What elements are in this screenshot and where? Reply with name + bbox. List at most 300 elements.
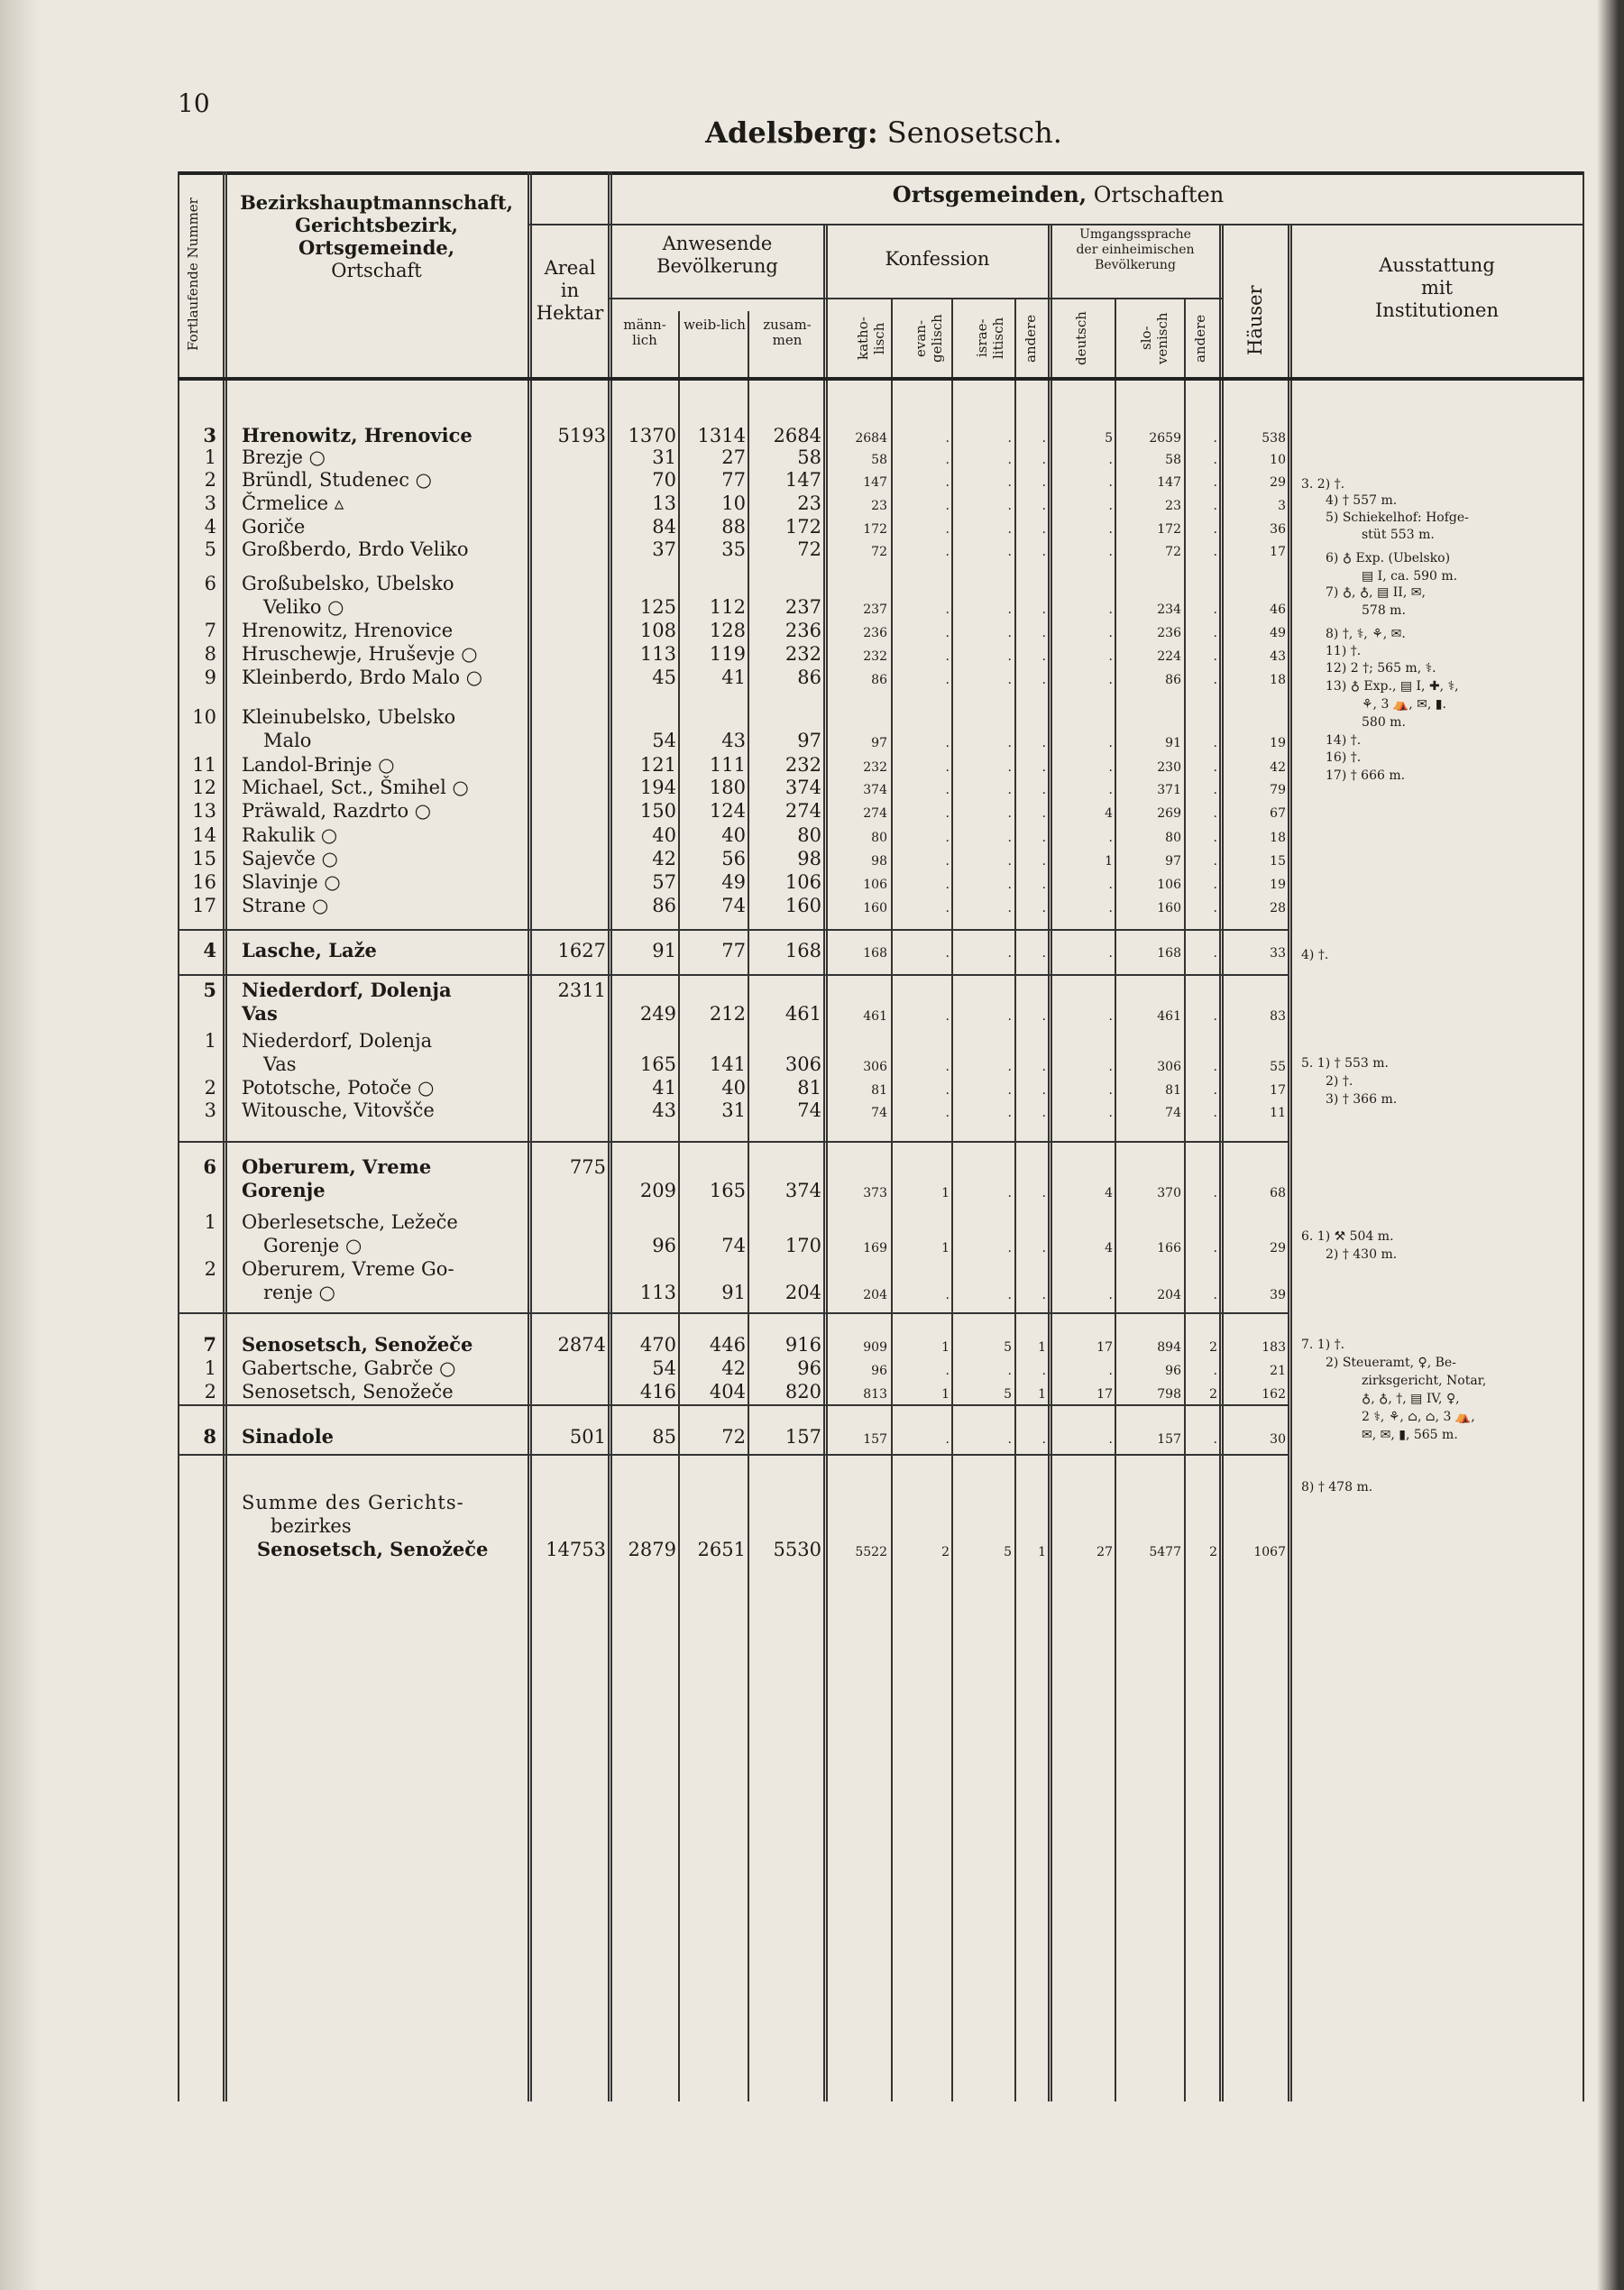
col-israelitisch: israe-litisch [974,317,1006,360]
cell-and: . [1041,1083,1046,1098]
cell-isr: . [1007,760,1012,775]
cell-slo: 86 [1165,673,1181,687]
cell-ev: 1 [941,1241,950,1255]
cell-z: 232 [784,754,821,776]
cell-kath: 306 [863,1060,887,1074]
cell-sand: . [1213,783,1217,797]
cell-area: 2311 [557,979,606,1001]
summe-kath: 5522 [855,1545,887,1559]
cell-h: 18 [1270,831,1286,845]
cell-kath: 232 [863,760,887,775]
cell-ev: . [945,946,950,961]
cell-m: 91 [652,940,676,961]
row-name: Slavinje ○ [242,871,341,893]
cell-h: 39 [1270,1288,1286,1302]
cell-m: 45 [652,667,676,688]
cell-w: 40 [721,1077,746,1099]
cell-isr: . [1007,1009,1012,1024]
cell-slo: 204 [1157,1288,1181,1302]
summe-h: 1067 [1253,1545,1286,1559]
cell-slo: 96 [1165,1364,1181,1378]
cell-z: 306 [784,1053,821,1075]
cell-ev: . [945,760,950,775]
cell-sand: . [1213,522,1217,537]
cell-sand: . [1213,1364,1217,1378]
group-divider [178,974,1288,976]
summe-and: 1 [1038,1545,1046,1559]
row-name: Hruschewje, Hruševje ○ [242,643,478,665]
cell-deu: . [1108,1060,1113,1074]
col-rownum: Fortlaufende Nummer [185,198,201,351]
cell-ev: . [945,878,950,892]
cell-kath: 172 [863,522,887,537]
col-admin: Bezirkshauptmannschaft, Gerichtsbezirk, Ortsgemeinde, Ortschaft [240,191,513,281]
cell-sand: . [1213,854,1217,869]
page-number: 10 [178,88,210,118]
summe-ev: 2 [941,1545,950,1559]
cell-area: 5193 [557,425,606,446]
row-name: Großubelsko, Ubelsko [242,573,454,594]
cell-slo: 160 [1157,901,1181,915]
summe-deu: 27 [1096,1545,1113,1559]
cell-slo: 168 [1157,946,1181,961]
cell-h: 67 [1270,806,1286,821]
cell-w: 41 [721,667,746,688]
cell-z: 147 [784,469,821,491]
group-divider [178,1141,1288,1143]
row-name: Pototsche, Potoče ○ [242,1077,435,1099]
rule [223,171,227,2101]
cell-and: . [1041,1364,1046,1378]
page-edge-left [0,0,40,2290]
cell-ev: . [945,806,950,821]
cell-ev: . [945,431,950,446]
col-ortsgemeinden: Ortsgemeinden, Ortschaften [892,181,1225,207]
cell-slo: 72 [1165,545,1181,559]
row-name-cont: renje ○ [263,1282,335,1303]
cell-deu: . [1108,1288,1113,1302]
cell-kath: 374 [863,783,887,797]
summe-line1: Summe des Gerichts- [242,1492,464,1513]
rule [528,224,1583,225]
cell-m: 54 [652,730,676,751]
note-line: 6) ♁ Exp. (Ubelsko) [1326,551,1451,566]
cell-and: . [1041,736,1046,750]
rule [1115,298,1116,2101]
row-number: 7 [204,620,216,641]
cell-kath: 274 [863,806,887,821]
cell-z: 106 [784,871,821,893]
note-line: ♁, ♁, †, ▤ IV, ♀, [1362,1392,1460,1406]
cell-kath: 147 [863,475,887,490]
cell-sand: . [1213,649,1217,664]
cell-h: 42 [1270,760,1286,775]
cell-deu: . [1108,901,1113,915]
note-line: 7. 1) †. [1301,1338,1345,1352]
cell-sand: . [1213,545,1217,559]
cell-and: . [1041,626,1046,640]
cell-isr: . [1007,783,1012,797]
summe-w: 2651 [697,1539,746,1560]
note-line: 3) † 366 m. [1326,1092,1398,1107]
cell-deu: . [1108,1432,1113,1447]
cell-z: 72 [797,538,821,560]
cell-z: 97 [797,730,821,751]
cell-deu: . [1108,783,1113,797]
cell-ev: . [945,673,950,687]
note-line: 12) 2 †; 565 m, ⚕. [1326,661,1436,676]
cell-slo: 798 [1157,1387,1181,1402]
cell-ev: . [945,783,950,797]
col-weiblich: weib-lich [684,317,746,333]
row-number: 5 [204,538,216,560]
cell-and: . [1041,1241,1046,1255]
cell-w: 404 [709,1381,746,1403]
row-name: Kleinberdo, Brdo Malo ○ [242,667,483,688]
cell-isr: . [1007,522,1012,537]
cell-h: 79 [1270,783,1286,797]
row-name-cont: Malo [263,730,312,751]
cell-w: 56 [721,848,746,869]
row-number: 3 [204,492,216,514]
cell-kath: 106 [863,878,887,892]
cell-and: . [1041,901,1046,915]
col-umgangssprache: Umgangssprache der einheimischen Bevölkerung [1076,227,1195,272]
cell-z: 172 [784,516,821,538]
cell-z: 916 [784,1334,821,1356]
row-name: Oberurem, Vreme [242,1155,432,1178]
cell-isr: . [1007,854,1012,869]
cell-isr: . [1007,1432,1012,1447]
row-name: Kleinubelsko, Ubelsko [242,706,456,728]
row-number: 8 [203,1425,216,1448]
cell-kath: 98 [871,854,887,869]
cell-w: 128 [709,620,746,641]
cell-sand: . [1213,901,1217,915]
cell-and: . [1041,783,1046,797]
note-line: 2 ⚕, ⚘, ⌂, ⌂, 3 ⛺, [1362,1410,1475,1424]
cell-and: . [1041,831,1046,845]
col-konfession: Konfession [885,248,990,270]
cell-and: . [1041,806,1046,821]
rule [951,298,953,2101]
cell-deu: . [1108,1009,1113,1024]
cell-w: 77 [721,940,746,961]
cell-slo: 23 [1165,499,1181,513]
row-name: Sinadole [242,1425,335,1448]
rule [528,171,532,2101]
cell-slo: 106 [1157,878,1181,892]
rule [748,311,749,2101]
cell-ev: . [945,453,950,467]
summe-isr: 5 [1004,1545,1012,1559]
cell-ev: . [945,1364,950,1378]
cell-z: 96 [797,1357,821,1379]
cell-z: 80 [797,824,821,846]
cell-sand: . [1213,1083,1217,1098]
row-name-cont: Veliko ○ [263,596,344,618]
cell-ev: . [945,522,950,537]
cell-and: . [1041,602,1046,617]
cell-kath: 204 [863,1288,887,1302]
cell-deu: 4 [1105,1241,1113,1255]
cell-slo: 166 [1157,1241,1181,1255]
note-line: stüt 553 m. [1362,528,1435,542]
cell-sand: . [1213,806,1217,821]
cell-m: 194 [639,777,676,798]
cell-w: 43 [721,730,746,751]
col-deutsch: deutsch [1073,311,1089,365]
cell-isr: . [1007,499,1012,513]
row-number: 16 [192,871,216,893]
cell-deu: . [1108,1083,1113,1098]
row-number: 7 [203,1333,216,1356]
row-name: Sajevče ○ [242,848,338,869]
note-line: zirksgericht, Notar, [1362,1374,1487,1388]
cell-sand: . [1213,1060,1217,1074]
cell-slo: 2659 [1149,431,1181,446]
cell-m: 70 [652,469,676,491]
row-name-cont: Gorenje ○ [263,1235,362,1256]
group-divider [178,1404,1288,1406]
cell-deu: . [1108,760,1113,775]
cell-area: 1627 [557,940,606,961]
cell-kath: 160 [863,901,887,915]
cell-w: 27 [721,446,746,468]
row-name: Lasche, Laže [242,939,377,961]
cell-m: 416 [639,1381,676,1403]
cell-kath: 72 [871,545,887,559]
cell-and: . [1041,475,1046,490]
cell-deu: . [1108,649,1113,664]
cell-isr: . [1007,736,1012,750]
row-number: 8 [204,643,216,665]
cell-and: . [1041,453,1046,467]
cell-z: 820 [784,1381,821,1403]
cell-sand: . [1213,453,1217,467]
rule [608,298,1222,299]
cell-slo: 236 [1157,626,1181,640]
cell-m: 165 [639,1053,676,1075]
cell-deu: . [1108,545,1113,559]
row-name: Bründl, Studenec ○ [242,469,432,491]
cell-sand: . [1213,431,1217,446]
note-line: 2) Steueramt, ♀, Be- [1326,1356,1456,1370]
col-sprache-andere: andere [1192,314,1208,363]
cell-ev: . [945,1083,950,1098]
note-line: 6. 1) ⚒ 504 m. [1301,1229,1394,1244]
col-zusammen: zusam-men [763,317,812,348]
cell-isr: . [1007,1186,1012,1200]
cell-sand: 2 [1209,1387,1217,1402]
cell-ev: . [945,649,950,664]
row-name-cont: Vas [242,1002,278,1025]
cell-h: 162 [1262,1387,1286,1402]
cell-m: 1370 [628,425,676,446]
cell-m: 13 [652,492,676,514]
cell-sand: . [1213,1432,1217,1447]
cell-ev: . [945,545,950,559]
note-line: 16) †. [1326,750,1362,765]
cell-slo: 230 [1157,760,1181,775]
col-andere: andere [1023,314,1039,363]
cell-z: 2684 [773,425,821,446]
cell-sand: . [1213,673,1217,687]
rule [891,298,893,2101]
cell-h: 55 [1270,1060,1286,1074]
row-number: 11 [192,754,216,776]
cell-and: 1 [1038,1340,1046,1355]
cell-h: 18 [1270,673,1286,687]
cell-w: 111 [709,754,746,776]
note-line: 7) ♁, ♁, ▤ II, ✉, [1326,585,1426,600]
row-name: Črmelice ▵ [242,492,344,514]
cell-slo: 894 [1157,1340,1181,1355]
note-line: 17) † 666 m. [1326,768,1406,783]
cell-deu: . [1108,1364,1113,1378]
cell-m: 470 [639,1334,676,1356]
summe-sand: 2 [1209,1545,1217,1559]
cell-w: 141 [709,1053,746,1075]
cell-and: . [1041,499,1046,513]
cell-ev: . [945,626,950,640]
row-number: 1 [204,1030,216,1052]
rule [178,171,179,2101]
note-line: 4) † 557 m. [1326,493,1398,508]
cell-z: 374 [784,777,821,798]
cell-deu: 17 [1096,1387,1113,1402]
col-evangelisch: evan-gelisch [913,314,945,363]
cell-ev: . [945,499,950,513]
cell-w: 119 [709,643,746,665]
cell-h: 43 [1270,649,1286,664]
cell-deu: . [1108,626,1113,640]
cell-kath: 157 [863,1432,887,1447]
cell-kath: 74 [871,1106,887,1120]
cell-sand: . [1213,878,1217,892]
cell-h: 15 [1270,854,1286,869]
cell-and: . [1041,649,1046,664]
cell-h: 11 [1270,1106,1286,1120]
cell-kath: 232 [863,649,887,664]
cell-m: 40 [652,824,676,846]
cell-z: 74 [797,1099,821,1121]
cell-h: 49 [1270,626,1286,640]
summe-m: 2879 [628,1539,676,1560]
cell-w: 35 [721,538,746,560]
note-line: 4) †. [1301,948,1329,962]
row-number: 1 [204,446,216,468]
cell-w: 165 [709,1180,746,1201]
cell-w: 1314 [697,425,746,446]
cell-and: . [1041,946,1046,961]
cell-slo: 172 [1157,522,1181,537]
cell-m: 41 [652,1077,676,1099]
cell-z: 374 [784,1180,821,1201]
cell-slo: 74 [1165,1106,1181,1120]
cell-deu: . [1108,1106,1113,1120]
row-number: 2 [204,469,216,491]
cell-h: 68 [1270,1186,1286,1200]
cell-and: . [1041,545,1046,559]
cell-isr: 5 [1004,1387,1012,1402]
cell-kath: 80 [871,831,887,845]
note-line: 14) †. [1326,733,1362,748]
cell-isr: . [1007,649,1012,664]
note-line: 8) †, ⚕, ⚘, ✉. [1326,627,1406,641]
cell-sand: . [1213,475,1217,490]
cell-h: 83 [1270,1009,1286,1024]
cell-deu: 1 [1105,854,1113,869]
row-number: 5 [203,979,216,1001]
cell-area: 501 [569,1426,606,1448]
row-name: Oberlesetsche, Ležeče [242,1211,458,1233]
row-number: 2 [204,1381,216,1403]
cell-slo: 370 [1157,1186,1181,1200]
cell-deu: . [1108,475,1113,490]
cell-isr: . [1007,673,1012,687]
cell-and: . [1041,1432,1046,1447]
cell-and: . [1041,1186,1046,1200]
cell-ev: . [945,602,950,617]
cell-h: 28 [1270,901,1286,915]
cell-m: 113 [639,643,676,665]
cell-isr: . [1007,878,1012,892]
note-line: ✉, ✉, ▮, 565 m. [1362,1428,1458,1442]
cell-h: 21 [1270,1364,1286,1378]
cell-isr: . [1007,831,1012,845]
cell-h: 30 [1270,1432,1286,1447]
cell-isr: . [1007,946,1012,961]
cell-and: . [1041,878,1046,892]
cell-sand: . [1213,760,1217,775]
cell-m: 125 [639,596,676,618]
cell-z: 170 [784,1235,821,1256]
note-line: 580 m. [1362,715,1406,730]
note-line: 11) †. [1326,644,1362,658]
cell-m: 42 [652,848,676,869]
rule [178,377,1584,381]
cell-h: 538 [1262,431,1286,446]
page-title: Adelsberg: Senosetsch. [705,115,1062,150]
cell-and: . [1041,1009,1046,1024]
cell-deu: 5 [1105,431,1113,446]
cell-w: 180 [709,777,746,798]
cell-sand: 2 [1209,1340,1217,1355]
cell-slo: 224 [1157,649,1181,664]
cell-slo: 81 [1165,1083,1181,1098]
row-number: 1 [204,1357,216,1379]
group-divider [178,1454,1288,1456]
cell-sand: . [1213,1106,1217,1120]
cell-z: 58 [797,446,821,468]
cell-slo: 371 [1157,783,1181,797]
cell-isr: . [1007,1241,1012,1255]
cell-m: 113 [639,1282,676,1303]
cell-w: 88 [721,516,746,538]
cell-m: 37 [652,538,676,560]
cell-m: 86 [652,895,676,916]
cell-z: 23 [797,492,821,514]
cell-w: 49 [721,871,746,893]
cell-m: 43 [652,1099,676,1121]
row-name: Niederdorf, Dolenja [242,1030,433,1052]
cell-isr: . [1007,901,1012,915]
summe-line2: bezirkes [271,1515,352,1537]
row-name-cont: Gorenje [242,1179,326,1201]
note-line: 13) ♁ Exp., ▤ I, ✚, ⚕, [1326,679,1459,694]
cell-ev: . [945,1106,950,1120]
